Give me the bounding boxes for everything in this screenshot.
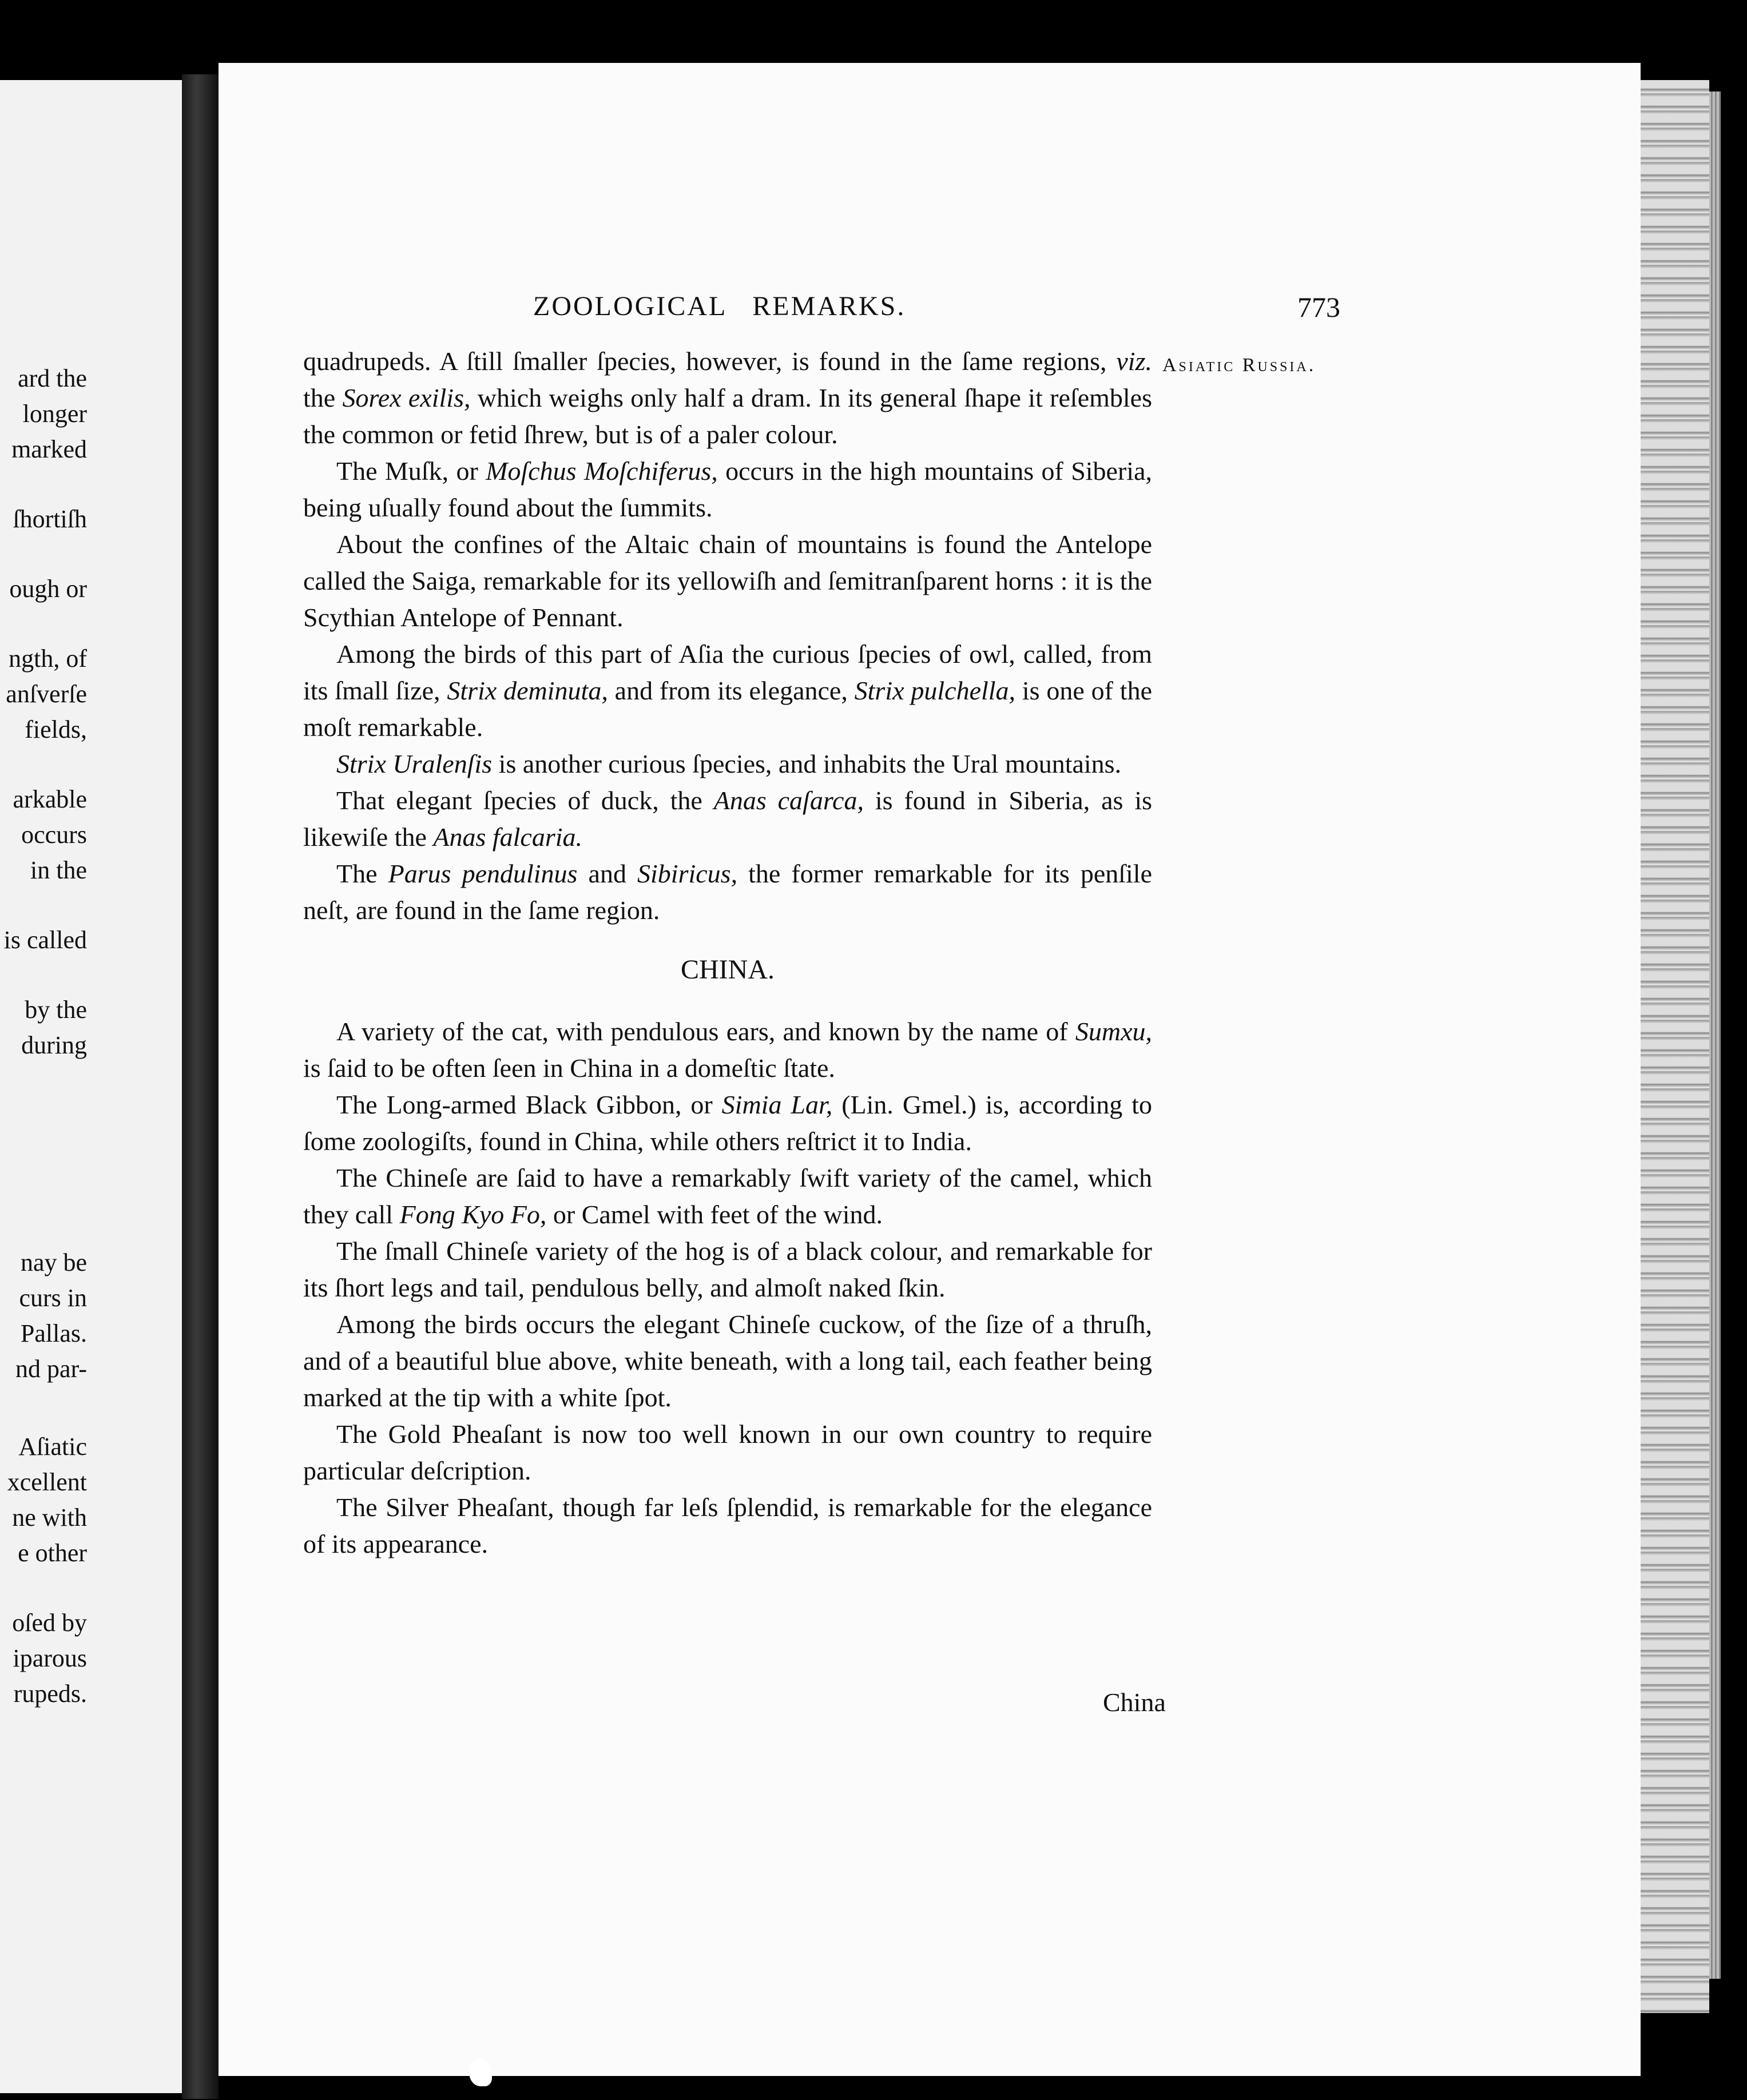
- paragraph: [303, 782, 1152, 856]
- italic-run: Fong Kyo Fo,: [399, 1200, 547, 1229]
- italic-run: Strix Uralenſis: [336, 749, 493, 778]
- left-fragment: oſed by: [12, 1609, 87, 1637]
- text-run: The Chineſe are ſaid to have a remarkably ſwift variety of the camel, which they call: [303, 1163, 1152, 1229]
- text-run: or Camel with feet of the wind.: [546, 1200, 883, 1229]
- text-run: The: [336, 859, 388, 888]
- italic-run: Sumxu,: [1075, 1017, 1152, 1046]
- italic-run: Moſchus Moſchiferus,: [486, 456, 718, 486]
- running-head-word: ZOOLOGICAL: [533, 291, 728, 321]
- left-fragment: fields,: [25, 715, 87, 743]
- left-fragment: in the: [30, 856, 87, 884]
- paragraph: About the confines of the Altaic chain of mountains is found the Antelope called the Saiga, remarkable for its yellowiſh and ſemitranſparent horns : it is the Scythian Antelope of Pennant.: [303, 530, 1152, 632]
- text-run: and from its elegance,: [608, 676, 855, 705]
- facing-page-edge: [0, 80, 182, 2093]
- italic-run: Anas falcaria.: [433, 822, 583, 852]
- text-run: the former remarkable for its penſile neſt, are found in the ſame region.: [303, 859, 1152, 925]
- left-fragment: Pallas.: [20, 1319, 87, 1347]
- left-fragment: ne with: [12, 1504, 87, 1532]
- left-fragment: ſhortiſh: [13, 505, 87, 533]
- left-fragment: marked: [11, 435, 87, 463]
- text-run: The Long-armed Black Gibbon, or: [336, 1090, 722, 1119]
- text-run: which weighs only half a dram. In its general ſhape it reſembles the common or fetid ſhrew, but is of a paler colour.: [303, 383, 1152, 449]
- left-fragment: longer: [22, 400, 87, 428]
- italic-run: Simia Lar,: [721, 1090, 833, 1119]
- margin-note: Asiatic Russia.: [1162, 355, 1316, 376]
- italic-run: Anas caſarca,: [713, 786, 864, 815]
- paragraph: [303, 856, 1152, 929]
- paragraph: Among the birds occurs the elegant Chineſe cuckow, of the ſize of a thruſh, and of a beautiful blue above, white beneath, with a long tail, each feather being marked at the tip with a white ſpot.: [303, 1310, 1152, 1412]
- text-run: and: [577, 859, 638, 888]
- running-head-word: REMARKS.: [752, 291, 906, 321]
- running-head: [533, 291, 931, 322]
- paragraph: [303, 343, 1152, 453]
- paragraph: [303, 1087, 1152, 1160]
- left-fragment: Aſiatic: [18, 1433, 87, 1461]
- left-fragment: nd par-: [15, 1355, 87, 1383]
- left-fragment: e other: [18, 1539, 87, 1567]
- italic-run: Strix deminuta,: [447, 676, 608, 705]
- text-run: A variety of the cat, with pendulous ears, and known by the name of: [336, 1017, 1075, 1046]
- left-fragment: rupeds.: [13, 1680, 87, 1708]
- text-run: Among the birds of this part of Aſia the curious ſpecies of owl, called, from its ſmall ſize,: [303, 639, 1152, 705]
- body-text: [303, 343, 1152, 1562]
- italic-run: Sorex exilis,: [342, 383, 471, 412]
- book-gutter: [182, 74, 219, 2099]
- italic-run: Parus pendulinus: [388, 859, 578, 888]
- paragraph: The Gold Pheaſant is now too well known in our own country to require particular deſcription.: [303, 1419, 1152, 1485]
- section-title: CHINA.: [681, 954, 775, 985]
- left-fragment: arkable: [13, 785, 87, 813]
- text-run: quadrupeds. A ſtill ſmaller ſpecies, however, is found in the ſame regions,: [303, 347, 1117, 376]
- paragraph: [303, 1013, 1152, 1087]
- left-fragment: xcellent: [7, 1468, 87, 1496]
- left-fragment: during: [21, 1031, 87, 1059]
- left-fragment: iparous: [13, 1644, 87, 1672]
- left-fragment: ard the: [18, 364, 87, 392]
- paragraph: The Silver Pheaſant, though far leſs ſplendid, is remarkable for the elegance of its appearance.: [303, 1493, 1152, 1558]
- left-fragment: occurs: [21, 821, 87, 849]
- text-run: is another curious ſpecies, and inhabits the Ural mountains.: [492, 749, 1122, 778]
- left-fragment: anſverſe: [6, 680, 87, 708]
- left-fragment: ngth, of: [9, 645, 87, 673]
- left-fragment: curs in: [19, 1284, 87, 1312]
- paragraph: The ſmall Chineſe variety of the hog is of a black colour, and remarkable for its ſhort legs and tail, pendulous belly, and almoſt naked ſkin.: [303, 1236, 1152, 1302]
- left-fragment: ough or: [9, 575, 87, 603]
- italic-run: Sibiricus,: [637, 859, 738, 888]
- page-fore-edge: [1641, 80, 1709, 2013]
- text-run: is ſaid to be often ſeen in China in a domeſtic ſtate.: [303, 1053, 835, 1083]
- text-run: The Muſk, or: [336, 456, 486, 486]
- text-run: the: [303, 383, 343, 412]
- paragraph: [303, 453, 1152, 526]
- italic-run: viz.: [1116, 347, 1152, 376]
- paragraph: [303, 1160, 1152, 1233]
- paragraph: [303, 746, 1152, 782]
- left-fragment: is called: [3, 926, 87, 954]
- page-number: 773: [1297, 291, 1340, 323]
- catchword: China: [1103, 1688, 1166, 1717]
- text-run: is found in Siberia, as is likewiſe the: [303, 786, 1153, 852]
- text-run: is one of the moſt remarkable.: [303, 676, 1152, 742]
- paragraph: [303, 636, 1152, 746]
- text-run: (Lin. Gmel.) is, according to ſome zoologiſts, found in China, while others reſtrict it to India.: [303, 1090, 1152, 1156]
- page-fore-edge-shadow: [1709, 92, 1721, 1979]
- left-fragment: by the: [25, 996, 87, 1024]
- text-run: That elegant ſpecies of duck, the: [336, 786, 714, 815]
- left-fragment: nay be: [20, 1248, 87, 1276]
- italic-run: Strix pulchella,: [854, 676, 1016, 705]
- text-run: occurs in the high mountains of Siberia, being uſually found about the ſummits.: [303, 456, 1152, 522]
